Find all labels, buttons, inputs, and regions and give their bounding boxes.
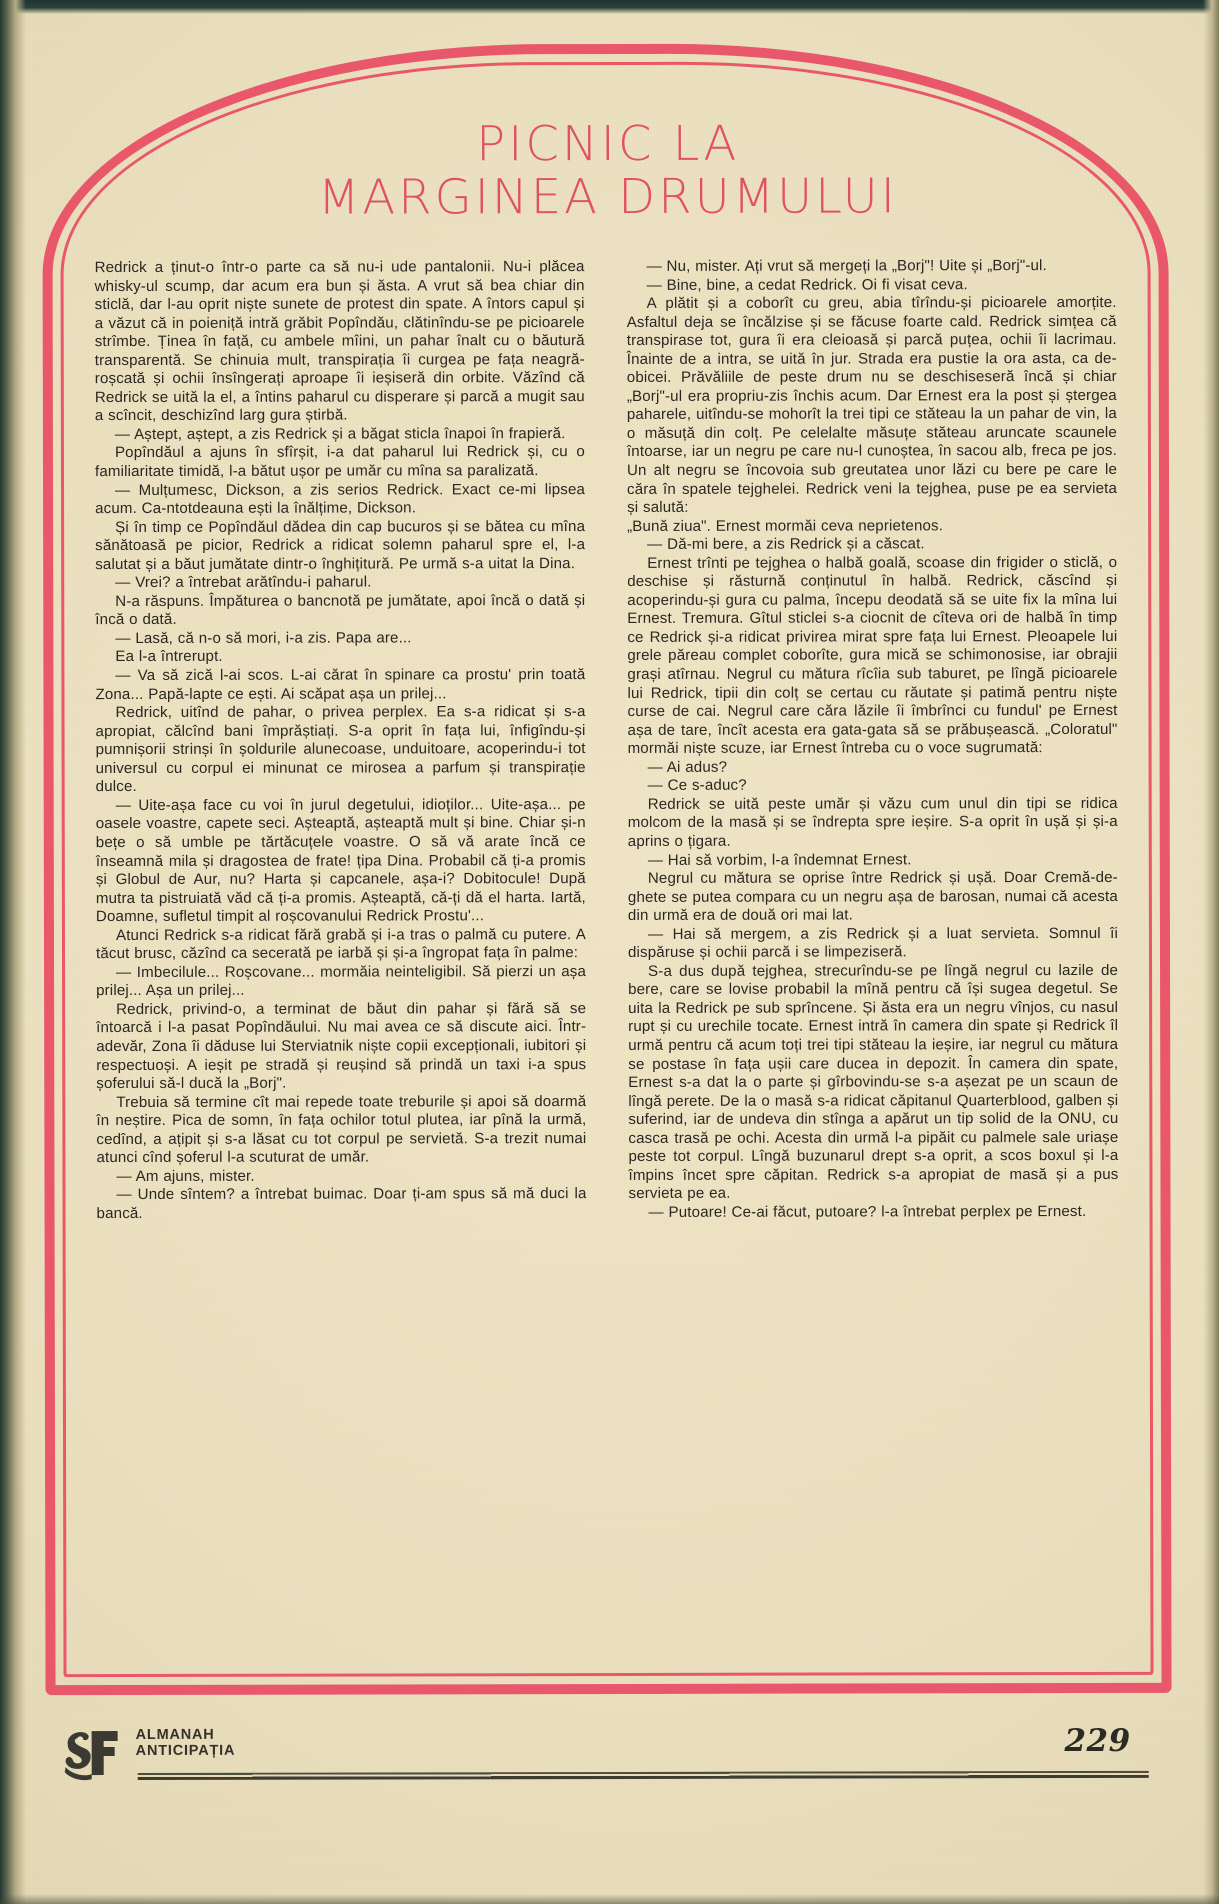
scan-edge-left (0, 0, 26, 1904)
paragraph: — Mulțumesc, Dickson, a zis serios Redrick. Exact ce-mi lipsea acum. Ca-ntotdeauna ești la înălțime, Dickson. (95, 480, 586, 518)
paragraph: — Putoare! Ce-ai făcut, putoare? l-a întrebat perplex pe Ernest. (648, 1202, 1087, 1221)
paragraph: Redrick a ținut-o într-o parte ca să nu-i ude pantalonii. Nu-i plăcea whisky-ul scump, dar acum era bun și ăsta. A vrut să bea chiar din sticlă, dar l-au oprit niște sunete de protest din spate. A întors capul și a văzut că in poieniță intră grăbit Popîndău, clătinîndu-se pe picioarele strîmbe. Ținea în față, cu ambele mîini, un pahar înalt cu o băutură transparentă. Se chinuia mult, transpirația îi curgea pe fața neagră-roșcată și ochii însîngerați aproape îi ieșiseră din orbite. Văzînd că Redrick se uită la el, a întins paharul cu disperare și parcă a mugit sau a scîncit, deschizînd larg gura știrbă. (94, 258, 585, 425)
footer-brand-line-1: ALMANAH (135, 1726, 215, 1743)
paragraph: Ernest trînti pe tejghea o halbă goală, scoase din frigider o sticlă, o deschise și răsturnă conținutul în halbă. Redrick, căscînd și acoperindu-și gura cu palma, începu deodată să se uite fix la mîna lui Ernest. Tremura. Gîtul sticlei s-a ciocnit de cîteva ori de halbă în timp ce Redrick și-a ridicat privirea mirat spre fața lui Ernest. Pleoapele lui grele păreau complet coborîte, gura mică se schimonosise, iar obrajii grași atîrnau. Negrul cu mătura rîcîia sub taburet, pe lîngă picioarele lui Redrick, tipii din colț se certau cu răutate și patimă pentru niște curse de cai. Negrul care căra lăzile îi îmbrînci cu fundul' pe Ernest așa de tare, încît acesta era gata-gata să se prăbușească. „Coloratul" mormăi niște scuze, iar Ernest întreba cu o voce sugrumată: (627, 553, 1118, 758)
page-footer (54, 1717, 1169, 1809)
paragraph: — Va să zică l-ai scos. L-ai cărat în spinare ca prostu' prin toată Zona... Papă-lapte ce ești. Ai scăpat așa un prilej... (95, 666, 586, 703)
paragraph: Trebuia să termine cît mai repede toate treburile și apoi să doarmă în neștire. Pica de somn, în fața ochilor totul plutea, iar pînă la urmă, cedînd, a ațipit și s-a lăsat cu tot corpul pe servietă. S-a trezit numai atunci cînd șoferul l-a scuturat de umăr. (96, 1092, 587, 1167)
paragraph: — Unde sîntem? a întrebat buimac. Doar ți-am spus să mă duci la bancă. (96, 1185, 587, 1222)
paragraph: — Uite-așa face cu voi în jurul degetului, idioților... Uite-așa... pe oasele voastre, capete seci. Așteaptă, așteaptă mult și bine. Chiar și-n bețe o să umble pe tărtăcuțele voastre. O să vă arate încă ce înseamnă mila și dragostea de frate! țipa Dina. Probabil că ți-a promis și Globul de Aur, nu? Harta și capcanele, așa-i? Dobitocule! După mutra ta pistruiată văd că ți-a promis. Așteaptă, că-ți dă el harta. Iartă, Doamne, sufletul timpit al roșcovanului Redrick Prostu'... (95, 795, 586, 926)
sf-logo-icon (62, 1727, 124, 1783)
paragraph: Ea l-a întrerupt. (115, 648, 223, 666)
paragraph: Redrick se uită peste umăr și văzu cum unul din tipi se ridica molcom de la masă și se îndrepta spre ieșire. S-a oprit în ușă și și-a aprins o țigara. (627, 794, 1118, 850)
paragraph: — Ce s-aduc? (647, 777, 747, 795)
paragraph: — Vrei? a întrebat arătîndu-i paharul. (115, 573, 372, 592)
paragraph: „Bună ziua". Ernest mormăi ceva neprietenos. (627, 516, 944, 535)
article-body (95, 257, 1120, 1657)
paragraph: — Imbecilule... Roșcovane... mormăia neinteligibil. Să pierzi un așa prilej... Așa un prilej... (96, 962, 587, 1000)
article-title-line-1: PICNIC LA (476, 115, 740, 173)
paragraph: Redrick, uitînd de pahar, o privea perplex. Ea s-a ridicat și s-a apropiat, călcînd bani împrăștiați. S-a oprit în fața lui, înfigîndu-și pumnișorii strinși în șoldurile alunecoase, unduitoare, acoperindu-i tot universul cu corpul ei minunat ce mirosea a parfum și transpirație dulce. (95, 703, 586, 796)
paragraph: Și în timp ce Popîndăul dădea din cap bucuros și se bătea cu mîna sănătoasă pe picior, Redrick a ridicat solemn paharul spre el, l-a salutat și a băut jumătate dintr-o înghițitură. Pe urmă s-a uitat la Dina. (95, 517, 586, 573)
left-column (95, 258, 588, 1657)
paragraph: — Hai să vorbim, l-a îndemnat Ernest. (647, 850, 912, 869)
article-title-line-2: MARGINEA DRUMULUI (317, 168, 898, 226)
footer-rule (138, 1771, 1149, 1780)
footer-brand-line-2: ANTICIPAȚIA (135, 1742, 236, 1759)
paragraph: — Aștept, aștept, a zis Redrick și a băgat sticla înapoi în frapieră. (114, 425, 566, 443)
paragraph: — Dă-mi bere, a zis Redrick și a căscat. (647, 535, 925, 554)
paragraph: Redrick, privind-o, a terminat de băut din pahar și fără să se întoarcă i l-a pasat Popîndăului. Nu mai avea ce să discute aici. Într-adevăr, Zona îi dăduse lui Sterviatnik niște copii excepționali, iubitori și respectuoși. A ieșit pe stradă și reușind să prindă un taxi i-a spus șoferului să-l ducă la „Borj". (96, 999, 587, 1093)
paragraph: N-a răspuns. Împăturea o bancnotă pe jumătate, apoi încă o dată și încă o dată. (95, 591, 586, 629)
scan-edge-right (1203, 0, 1219, 1904)
paragraph: S-a dus după tejghea, strecurîndu-se pe lîngă negrul cu lazile de bere, care se lovise probabil la mînă pentru că își sugea degetul. Se uita la Redrick pe sub sprîncene. Și ăsta era un negru vînjos, cu nasul rupt și cu urechile tocate. Ernest intră în camera din spate și Redrick îl urmă pentru că acum toți trei tipi stăteau la ieșire, iar negrul cu mătura se postase în fața ușii care ducea in depozit. În camera din spate, Ernest s-a dat la o parte și gîrbovindu-se s-a așezat pe un scaun de lîngă perete. De la o masă s-a ridicat căpitanul Quarterblood, galben și suferind, iar de undeva din stînga a apărut un tip solid de la ONU, cu casca trasă pe ochi. Acesta din urmă l-a pipăit cu palmele sale uriașe peste tot corpul. Lîngă buzunarul drept s-a oprit, a scos boxul și l-a împins încet spre căpitan. Redrick s-a apropiat de masă și a pus servieta pe ea. (628, 961, 1119, 1203)
paragraph: — Nu, mister. Ați vrut să mergeți la „Borj"! Uite și „Borj"-ul. (646, 257, 1047, 275)
scan-edge-bottom (0, 1894, 1219, 1904)
page-number: 229 (1064, 1722, 1131, 1760)
paragraph: A plătit și a coborît cu greu, abia tîrîndu-și picioarele amorțite. Asfaltul deja se încălzise și se făcuse foarte cald. Redrick simțea că transpirase tot, gura îi era cleioasă și parcă puțea, ochii îi lacrimau. Înainte de a intra, se uită în jur. Strada era pustie la ora asta, ca de-obicei. Prăvăliile de peste drum nu se deschiseseră încă și chiar „Borj"-ul era propriu-zis închis acum. Dar Ernest era la post și ștergea paharele, uitîndu-se mohorît la trei tipi ce stăteau la un pahar de vin, la o măsuță din colț. Pe celelalte măsuțe stăteau aruncate scaunele întoarse, iar un negru pe care nu-l cunoștea, în sacou alb, freca pe jos. Un alt negru se încovoia sub greutatea unor lăzi cu bere pe care le căra în spatele tejghelei. Redrick veni la tejghea, puse pe ea servieta și salută: (626, 294, 1118, 517)
paragraph: Popîndăul a ajuns în sfîrșit, i-a dat paharul lui Redrick și, cu o familiaritate timidă, l-a bătut ușor pe umăr cu mîna sa paralizată. (94, 443, 585, 481)
right-column (627, 257, 1120, 1656)
paragraph: — Ai adus? (647, 758, 728, 776)
paragraph: — Bine, bine, a cedat Redrick. Oi fi visat ceva. (646, 275, 968, 294)
footer-brand (136, 1727, 236, 1759)
scan-edge-top (0, 0, 1219, 14)
paragraph: — Lasă, că n-o să mori, i-a zis. Papa are... (115, 629, 412, 647)
paragraph: Atunci Redrick s-a ridicat fără grabă și i-a tras o palmă cu putere. A tăcut brusc, căzînd ca secerată pe iarbă și și-a îngropat fața în palme: (95, 925, 586, 963)
paragraph: Negrul cu mătura se oprise între Redrick și ușă. Doar Cremă-de-ghete se putea compara cu un negru așa de barosan, numai că acesta din urmă era de două ori mai lat. (627, 868, 1118, 925)
paragraph: — Am ajuns, mister. (116, 1167, 255, 1185)
paragraph: — Hai să mergem, a zis Redrick și a luat servieta. Somnul îi dispăruse și ochii parcă i se limpeziseră. (627, 924, 1118, 962)
